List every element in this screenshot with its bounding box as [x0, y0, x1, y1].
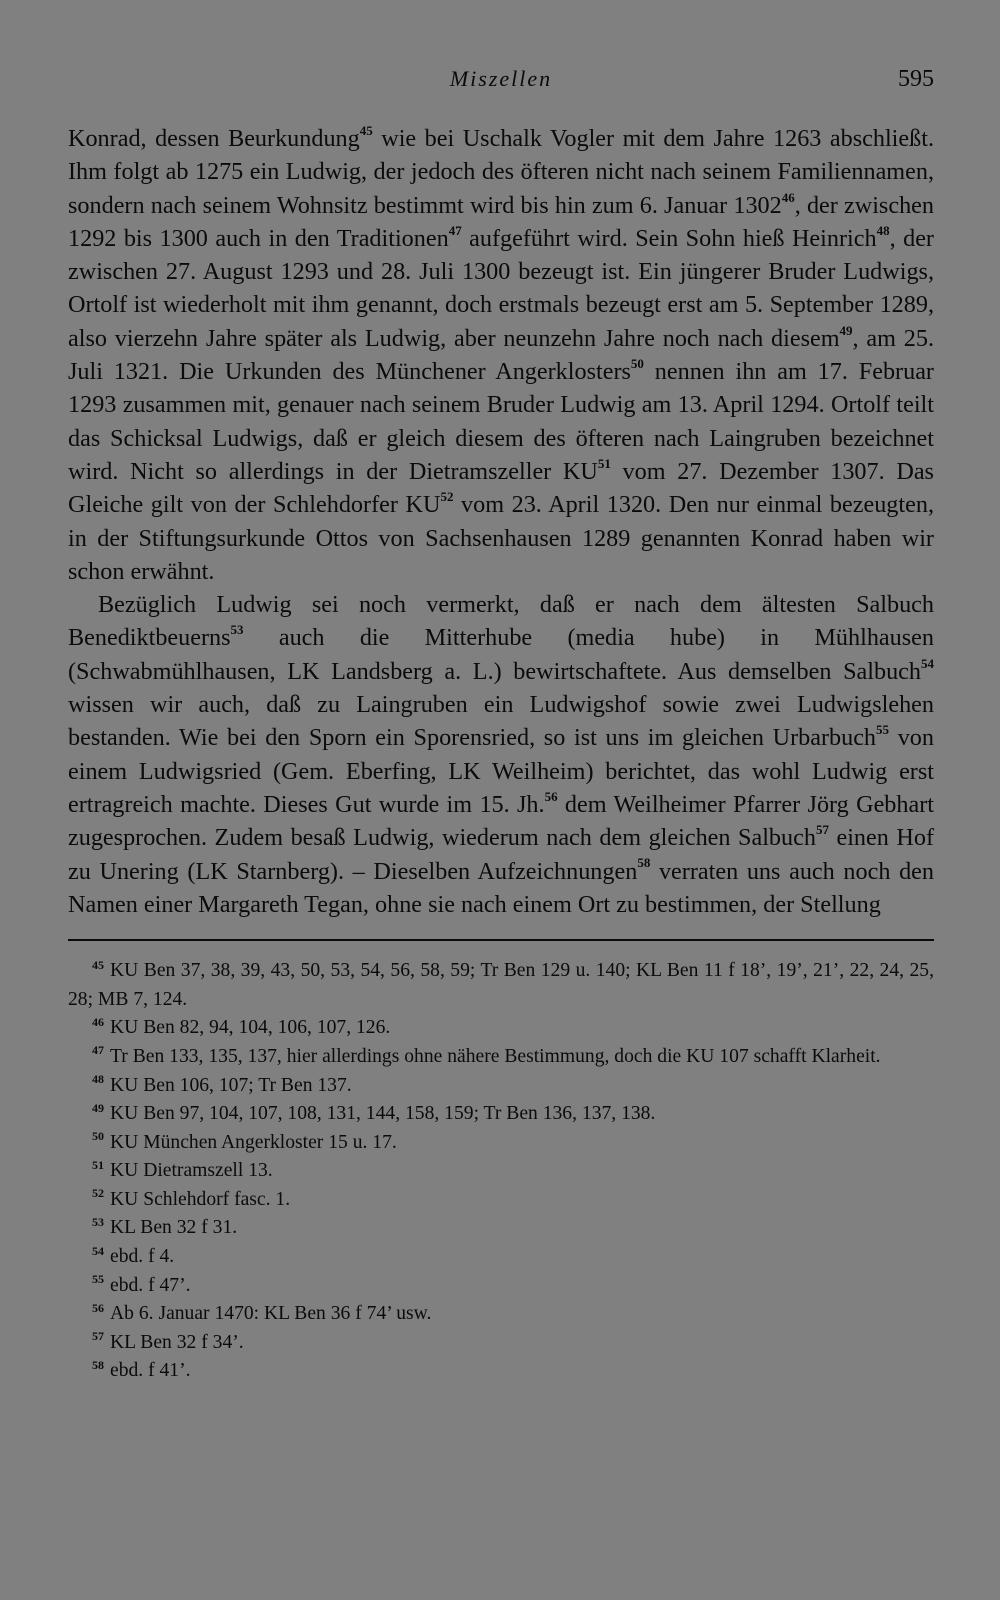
footnote-reference: 55 — [876, 722, 890, 738]
footnote-text: KU Schlehdorf fasc. 1. — [110, 1188, 291, 1210]
running-title: Miszellen — [449, 66, 553, 91]
footnote-number: 48 — [92, 1071, 104, 1086]
footnotes — [68, 957, 934, 1386]
footnote-number: 50 — [92, 1129, 104, 1144]
footnote — [68, 1043, 934, 1072]
text-segment: dem Weilheimer Pfarrer Jörg Gebhart zugesprochen. Zudem besaß Ludwig, wiederum nach dem gleichen Salbuch — [68, 790, 934, 852]
running-head — [68, 66, 934, 102]
footnote-number: 52 — [92, 1186, 104, 1201]
text-segment: Konrad, dessen Beurkundung — [68, 125, 360, 152]
footnote-reference: 52 — [440, 489, 454, 505]
footnote-reference: 51 — [597, 455, 611, 471]
text-segment: aufgeführt wird. Sein Sohn hieß Heinrich — [461, 224, 877, 252]
text-segment: verraten uns auch noch den Namen einer Margareth Tegan, ohne sie nach einem Ort zu bestimmen, der Stellung — [68, 857, 934, 918]
footnote-reference: 57 — [815, 822, 829, 838]
footnote — [68, 1329, 934, 1358]
footnote-number: 56 — [92, 1300, 104, 1315]
text-segment: vom 23. April 1320. Den nur einmal bezeugten, in der Stiftungsurkunde Ottos von Sachsenhausen 1289 genannten Konrad haben wir schon erwähnt. — [68, 491, 934, 585]
text-segment: Bezüglich Ludwig sei noch vermerkt, daß er nach dem ältesten Salbuch Benediktbeuerns — [68, 591, 934, 652]
footnote-number: 49 — [92, 1100, 104, 1115]
footnote-number: 54 — [92, 1243, 104, 1258]
text-segment: auch die Mitterhube (media hube) in Mühlhausen (Schwabmühlhausen, LK Landsberg a. L.) bewirtschaftete. Aus demselben Salbuch — [68, 624, 934, 685]
footnote-text: KU Ben 97, 104, 107, 108, 131, 144, 158, 159; Tr Ben 136, 137, 138. — [110, 1103, 656, 1125]
footnote — [68, 1100, 934, 1129]
footnote-number: 55 — [92, 1272, 104, 1287]
footnote — [68, 1072, 934, 1101]
footnote-number: 47 — [92, 1043, 104, 1058]
footnote-rule — [68, 939, 934, 941]
footnote-text: KL Ben 32 f 34’. — [110, 1331, 244, 1353]
footnote-text: KU Ben 82, 94, 104, 106, 107, 126. — [110, 1017, 391, 1039]
footnote-number: 51 — [92, 1157, 104, 1172]
footnote-reference: 47 — [448, 222, 462, 238]
footnote — [68, 1157, 934, 1186]
footnote-number: 53 — [92, 1214, 104, 1229]
footnote-reference: 49 — [839, 322, 853, 338]
body-paragraph — [68, 588, 934, 921]
text-segment: vom 27. Dezember 1307. Das Gleiche gilt von der Schlehdorfer KU — [68, 457, 934, 519]
footnote-text: KU Ben 106, 107; Tr Ben 137. — [110, 1074, 352, 1096]
footnote — [68, 1243, 934, 1272]
footnote-text: Tr Ben 133, 135, 137, hier allerdings ohne nähere Bestimmung, doch die KU 107 schafft Klarheit. — [110, 1045, 881, 1067]
footnote — [68, 1186, 934, 1215]
footnote-reference: 45 — [359, 122, 373, 138]
text-segment: wie bei Uschalk Vogler mit dem Jahre 1263 abschließt. Ihm folgt ab 1275 ein Ludwig, der jedoch des öfteren nicht nach seinem Familiennamen, sondern nach seinem Wohnsitz bestimmt wird bis hin zum 6. Januar 1302 — [68, 125, 934, 219]
footnote-number: 45 — [92, 957, 104, 972]
footnote-text: KL Ben 32 f 31. — [110, 1217, 238, 1239]
footnote — [68, 1214, 934, 1243]
footnote — [68, 1357, 934, 1386]
footnote — [68, 1272, 934, 1301]
footnote-reference: 54 — [921, 655, 934, 671]
footnote-text: KU Ben 37, 38, 39, 43, 50, 53, 54, 56, 58, 59; Tr Ben 129 u. 140; KL Ben 11 f 18’, 19’, 21’, 22, 24, 25, 28; MB 7, 124. — [68, 960, 934, 1010]
footnote — [68, 1129, 934, 1158]
footnote — [68, 957, 934, 1014]
footnote-text: ebd. f 47’. — [110, 1274, 191, 1296]
footnote — [68, 1300, 934, 1329]
footnote-reference: 46 — [781, 189, 795, 205]
footnote-reference: 56 — [544, 788, 558, 804]
text-segment: einen Hof zu Unering (LK Starnberg). – Dieselben Aufzeichnungen — [68, 824, 934, 885]
text-segment: , am 25. Juli 1321. Die Urkunden des Münchener Angerklosters — [68, 324, 934, 386]
text-segment: wissen wir auch, daß zu Laingruben ein Ludwigshof sowie zwei Ludwigslehen bestanden. Wie bei den Sporn ein Sporensried, so ist uns im gleichen Urbarbuch — [68, 691, 934, 752]
page-number: 595 — [898, 66, 934, 92]
body-text — [68, 122, 934, 921]
footnote — [68, 1014, 934, 1043]
footnote-text: ebd. f 4. — [110, 1246, 175, 1268]
text-segment: , der zwischen 27. August 1293 und 28. Juli 1300 bezeugt ist. Ein jüngerer Bruder Ludwigs, Ortolf ist wiederholt mit ihm genannt, doch erstmals bezeugt erst am 5. September 1289, also vierzehn Jahre später als Ludwig, aber neunzehn Jahre noch nach diesem — [68, 224, 934, 352]
text-segment: , der zwischen 1292 bis 1300 auch in den Traditionen — [68, 191, 934, 252]
footnote-text: KU München Angerkloster 15 u. 17. — [110, 1131, 397, 1153]
text-segment: von einem Ludwigsried (Gem. Eberfing, LK Weilheim) berichtet, das wohl Ludwig erst ertragreich machte. Dieses Gut wurde im 15. Jh. — [68, 724, 934, 818]
footnote-number: 58 — [92, 1357, 104, 1372]
text-segment: nennen ihn am 17. Februar 1293 zusammen mit, genauer nach seinem Bruder Ludwig am 13. April 1294. Ortolf teilt das Schicksal Ludwigs, daß er gleich diesem des öfteren nach Laingruben bezeichnet wird. Nicht so allerdings in der Dietramszeller KU — [68, 358, 934, 485]
footnote-reference: 48 — [876, 222, 890, 238]
footnote-number: 46 — [92, 1014, 104, 1029]
footnote-reference: 58 — [637, 855, 651, 871]
document-page — [68, 66, 934, 1386]
body-paragraph — [68, 122, 934, 588]
footnote-text: KU Dietramszell 13. — [110, 1160, 273, 1182]
footnote-reference: 53 — [230, 622, 244, 638]
footnote-text: ebd. f 41’. — [110, 1360, 191, 1382]
footnote-number: 57 — [92, 1329, 104, 1344]
footnote-reference: 50 — [630, 356, 644, 372]
footnote-text: Ab 6. Januar 1470: KL Ben 36 f 74’ usw. — [110, 1303, 432, 1325]
